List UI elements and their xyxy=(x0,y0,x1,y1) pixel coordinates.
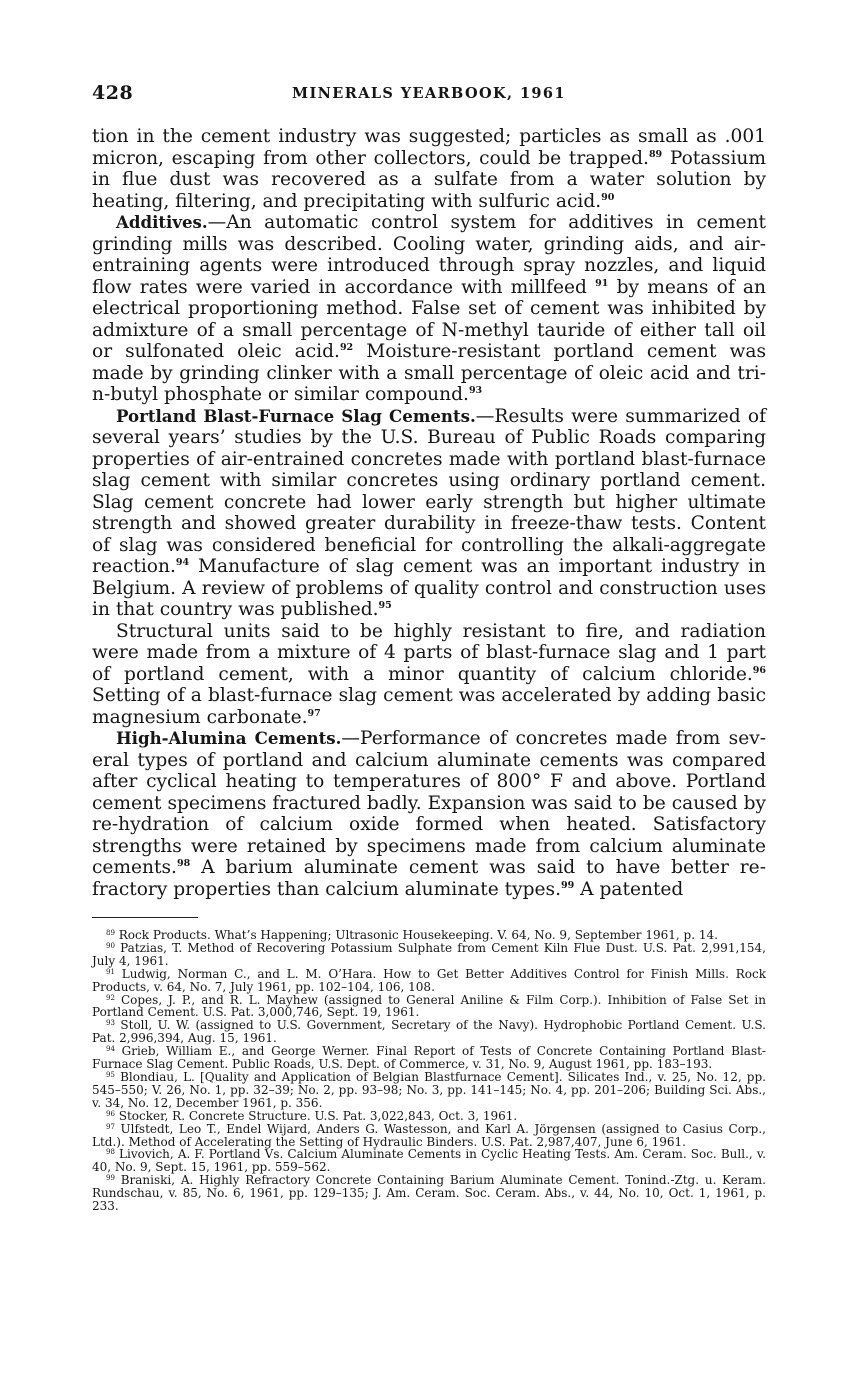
footnote xyxy=(92,1071,766,1110)
paragraph-text: tion in the cement industry was suggested; particles as small as .001 micron, escaping from other collectors, could be trapped. xyxy=(92,126,766,169)
footnote-text: Braniski, A. Highly Refractory Concrete Containing Barium Aluminate Cement. Tonind.-Ztg. u. Keram. Rundschau, v. 85, No. 6, 1961, pp. 129–135; J. Am. Ceram. Soc. Ceram. Abs., v. 44, No. 10, Oct. 1, 1961, p. 233. xyxy=(92,1173,766,1214)
footnote xyxy=(92,968,766,994)
footnote-reference[interactable]: 89 xyxy=(648,148,663,160)
footnote-number: 94 xyxy=(106,1045,115,1054)
footnote-number: 96 xyxy=(106,1109,115,1118)
footnote-number: 97 xyxy=(106,1122,115,1131)
page-header xyxy=(92,82,766,108)
footnote-text: Grieb, William E., and George Werner. Final Report of Tests of Concrete Containing Portland Blast-Furnace Slag Cement. Public Roads, U.S. Dept. of Commerce, v. 31, No. 9, August 1961, pp. 183–193. xyxy=(92,1044,766,1072)
footnote xyxy=(92,1019,766,1045)
footnote xyxy=(92,1123,766,1149)
footnote-number: 98 xyxy=(106,1148,115,1157)
footnote-number: 92 xyxy=(106,993,115,1002)
paragraph-text: —Performance of concretes made from several types of portland and calcium aluminate cements was compared after cyclical heating to temperatures of 800° F and above. Portland cement specimens fractured badly. Expansion was said to be caused by re-hydration of calcium oxide formed when heated. Satisfactory strengths were retained by specimens made from calcium aluminate cements. xyxy=(92,728,766,878)
body-paragraph xyxy=(92,406,766,621)
footnote-text: Stocker, R. Concrete Structure. U.S. Pat. 3,022,843, Oct. 3, 1961. xyxy=(118,1108,518,1123)
footnote-number: 91 xyxy=(106,967,115,976)
paragraph-text: Potassium in flue dust was recovered as a sulfate from a water solution by heating, filtering, and precipitating with sulfuric acid. xyxy=(92,147,766,212)
footnote-reference[interactable]: 93 xyxy=(468,385,483,396)
body-text xyxy=(92,126,766,900)
paragraph-text: A patented xyxy=(574,878,684,900)
paragraph-text: by means of an electrical proportioning method. False set of cement was inhibited by admixture of a small percentage of N-methyl tauride of either tall oil or sulfonated oleic acid. xyxy=(92,276,766,362)
section-run-in-heading: Additives. xyxy=(116,212,208,232)
footnote-number: 93 xyxy=(106,1019,115,1028)
page xyxy=(92,82,766,1213)
footnote-text: Livovich, A. F. Portland Vs. Calcium Aluminate Cements in Cyclic Heating Tests. Am. Ceram. Soc. Bull., v. 40, No. 9, Sept. 15, 1961, pp. 559–562. xyxy=(92,1147,766,1175)
footnote xyxy=(92,942,766,968)
paragraph-text: Manufacture of slag cement was an important industry in Belgium. A review of problems of quality control and construction uses in that country was published. xyxy=(92,556,766,620)
page-number: 428 xyxy=(92,82,134,104)
footnote-reference[interactable]: 91 xyxy=(595,277,609,289)
section-run-in-heading: High-Alumina Cements. xyxy=(116,728,342,748)
body-paragraph xyxy=(92,728,766,900)
footnote-reference[interactable]: 97 xyxy=(307,707,321,719)
footnote-text: Copes, J. P., and R. L. Mayhew (assigned to General Aniline & Film Corp.). Inhibition of False Set in Portland Cement. U.S. Pat. 3,000,746, Sept. 19, 1961. xyxy=(92,992,766,1020)
footnote-number: 90 xyxy=(106,941,115,950)
paragraph-text: A barium aluminate cement was said to have better refractory properties than calcium aluminate types. xyxy=(92,857,766,900)
footnote-text: Blondiau, L. [Quality and Application of Belgian Blastfurnace Cement]. Silicates Ind., v. 25, No. 12, pp. 545–550; V. 26, No. 1, pp. 32–39; No. 2, pp. 93–98; No. 3, pp. 141–145; No. 4, pp. 201–206; Building Sci. Abs., v. 34, No. 12, December 1961, p. 356. xyxy=(92,1069,766,1110)
paragraph-text: Setting of a blast-furnace slag cement was accelerated by adding basic magnesium carbonate. xyxy=(92,685,766,728)
footnote xyxy=(92,1148,766,1174)
footnote-reference[interactable]: 99 xyxy=(561,879,575,891)
footnote-reference[interactable]: 96 xyxy=(752,664,766,676)
body-paragraph xyxy=(92,126,766,212)
paragraph-text: —Results were summarized of several years’ studies by the U.S. Bureau of Public Roads comparing properties of air-entrained concretes made with portland blast-furnace slag cement with similar concretes using ordinary portland cement. Slag cement concrete had lower early strength but higher ultimate strength and showed greater durability in freeze-thaw tests. Content of slag was considered beneficial for controlling the alkali-aggregate reaction. xyxy=(92,405,766,577)
footnote-text: Ludwig, Norman C., and L. M. O’Hara. How to Get Better Additives Control for Finish Mills. Rock Products, v. 64, No. 7, July 1961, pp. 102–104, 106, 108. xyxy=(92,966,766,994)
body-paragraph xyxy=(92,621,766,729)
paragraph-text: —An automatic control system for additives in cement grinding mills was described. Cooling water, grinding aids, and air-entraining agents were introduced through spray nozzles, and liquid flow rates were varied in accordance with millfeed xyxy=(92,212,766,298)
footnote-rule xyxy=(92,917,198,918)
footnote-reference[interactable]: 98 xyxy=(176,858,191,869)
footnote xyxy=(92,1045,766,1071)
footnote-number: 95 xyxy=(106,1070,115,1079)
paragraph-text: Moisture-resistant portland cement was made by grinding clinker with a small percentage of oleic acid and tri-n-butyl phosphate or similar compound. xyxy=(92,341,766,405)
footnote-text: Rock Products. What’s Happening; Ultrasonic Housekeeping. V. 64, No. 9, September 1961, p. 14. xyxy=(118,928,718,942)
footnote-text: Stoll, U. W. (assigned to U.S. Government, Secretary of the Navy). Hydrophobic Portland Cement. U.S. Pat. 2,996,394, Aug. 15, 1961. xyxy=(92,1018,766,1046)
footnote-reference[interactable]: 90 xyxy=(601,191,615,203)
footnote-reference[interactable]: 94 xyxy=(175,557,190,568)
section-run-in-heading: Portland Blast-Furnace Slag Cements. xyxy=(116,405,476,426)
footnote-number: 89 xyxy=(106,929,115,937)
running-head: MINERALS YEARBOOK, 1961 xyxy=(292,85,566,102)
footnote-number: 99 xyxy=(106,1174,115,1183)
footnote xyxy=(92,1174,766,1213)
footnotes xyxy=(92,929,766,1213)
paragraph-text: Structural units said to be highly resistant to fire, and radiation were made from a mixture of 4 parts of blast-furnace slag and 1 part of portland cement, with a minor quantity of calcium chloride. xyxy=(92,620,766,685)
footnote-reference[interactable]: 95 xyxy=(378,600,392,611)
footnote-text: Ulfstedt, Leo T., Endel Wijard, Anders G. Wastesson, and Karl A. Jörgensen (assigned to Casius Corp., Ltd.). Method of Accelerating the Setting of Hydraulic Binders. U.S. Pat. 2,987,407, June 6, 1961. xyxy=(92,1121,766,1149)
footnote-reference[interactable]: 92 xyxy=(339,342,354,353)
body-paragraph xyxy=(92,212,766,406)
footnote-text: Patzias, T. Method of Recovering Potassium Sulphate from Cement Kiln Flue Dust. U.S. Pat. 2,991,154, July 4, 1961. xyxy=(92,940,766,968)
footnote xyxy=(92,994,766,1020)
